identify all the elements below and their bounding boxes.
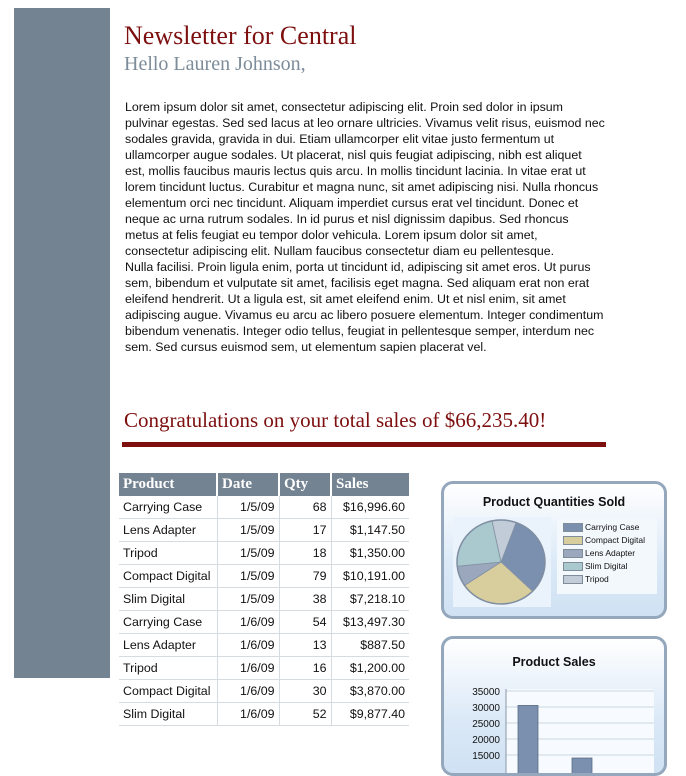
sales-chart-title: Product Sales	[512, 655, 596, 669]
paragraph-2: Nulla facilisi. Proin ligula enim, porta ut tincidunt id, adipiscing sit amet eros. Ut purus sem, bibendum et vulputate sit amet, facilisis eget magna. Sed aliquam erat non erat eleifend hendrerit. Ut a ligula est, sit amet eleifend enim. Ut et nisl enim, sit amet adipiscing augue. Vivamus eu arcu ac libero posuere elementum. Integer condimentum bibendum venenatis. Integer odio tellus, feugiat in pellentesque semper, interdum nec sem. Sed cursus euismod sem, ut elementum sapien placerat vel.	[125, 260, 604, 354]
cell-sales: $16,996.60	[331, 496, 409, 519]
table-row	[119, 703, 409, 726]
legend-item	[563, 560, 628, 573]
legend-label: Lens Adapter	[585, 548, 636, 558]
cell-sales: $9,877.40	[331, 703, 409, 726]
quantities-chart-panel	[441, 481, 667, 619]
cell-qty: 68	[279, 496, 331, 519]
table-row	[119, 680, 409, 703]
legend-swatch	[563, 575, 583, 584]
cell-product: Tripod	[119, 657, 217, 680]
bar-chart	[444, 639, 664, 773]
cell-qty: 16	[279, 657, 331, 680]
legend-swatch	[563, 549, 583, 558]
y-tick-label: 20000	[472, 735, 500, 746]
pie-chart-area	[453, 517, 551, 607]
header-qty: Qty	[279, 473, 331, 496]
divider-rule	[122, 442, 606, 447]
cell-product: Slim Digital	[119, 703, 217, 726]
sidebar-band	[14, 8, 110, 678]
quantities-chart-title: Product Quantities Sold	[482, 495, 626, 509]
cell-qty: 18	[279, 542, 331, 565]
cell-product: Lens Adapter	[119, 634, 217, 657]
cell-date: 1/6/09	[217, 657, 279, 680]
header-product: Product	[119, 473, 217, 496]
paragraph-1: Lorem ipsum dolor sit amet, consectetur adipiscing elit. Proin sed dolor in ipsum pulvinar egestas. Sed sed lacus at leo ornare ultricies. Vivamus velit risus, euismod nec sodales gravida, gravida in dui. Etiam ullamcorper elit vitae justo fermentum ut ullamcorper augue sodales. Ut placerat, nisl quis feugiat adipiscing, nibh est aliquet est, mollis faucibus mauris lectus quis arcu. In mollis tincidunt lacinia. In vitae erat ut lorem tincidunt luctus. Curabitur et magna nunc, sit amet adipiscing nisi. Nulla rhoncus elementum orci nec tincidunt. Aliquam imperdiet cursus erat vel tincidunt. Donec et neque ac urna rutrum sodales. In id purus et nisl dignissim dapibus. Sed rhoncus metus at felis feugiat eu tempor dolor vehicula. Lorem ipsum dolor sit amet, consectetur adipiscing elit. Nullam faucibus consectetur diam eu pellentesque.	[125, 100, 605, 258]
table-row	[119, 496, 409, 519]
cell-date: 1/5/09	[217, 496, 279, 519]
cell-product: Tripod	[119, 542, 217, 565]
table-row	[119, 657, 409, 680]
cell-date: 1/5/09	[217, 588, 279, 611]
legend-swatch	[563, 523, 583, 532]
legend-label: Compact Digital	[585, 535, 645, 545]
legend-swatch	[563, 562, 583, 571]
cell-qty: 17	[279, 519, 331, 542]
cell-date: 1/6/09	[217, 634, 279, 657]
cell-qty: 54	[279, 611, 331, 634]
cell-qty: 52	[279, 703, 331, 726]
greeting: Hello Lauren Johnson,	[124, 53, 306, 75]
y-tick-label: 15000	[472, 751, 500, 762]
legend-label: Tripod	[585, 574, 609, 584]
cell-qty: 38	[279, 588, 331, 611]
y-tick-label: 30000	[472, 703, 500, 714]
cell-date: 1/6/09	[217, 703, 279, 726]
cell-sales: $13,497.30	[331, 611, 409, 634]
cell-qty: 79	[279, 565, 331, 588]
header-sales: Sales	[331, 473, 409, 496]
cell-product: Carrying Case	[119, 611, 217, 634]
cell-product: Carrying Case	[119, 496, 217, 519]
body-text	[125, 99, 605, 355]
cell-qty: 30	[279, 680, 331, 703]
congratulations-heading: Congratulations on your total sales of $66,235.40!	[124, 408, 547, 432]
cell-sales: $3,870.00	[331, 680, 409, 703]
cell-date: 1/6/09	[217, 680, 279, 703]
bar	[572, 758, 592, 773]
legend-label: Carrying Case	[585, 522, 640, 532]
newsletter-title: Newsletter for Central	[124, 21, 357, 50]
pie-chart	[453, 517, 551, 607]
cell-sales: $1,200.00	[331, 657, 409, 680]
cell-date: 1/6/09	[217, 611, 279, 634]
cell-product: Compact Digital	[119, 565, 217, 588]
y-tick-label: 25000	[472, 719, 500, 730]
legend-item	[563, 521, 639, 534]
sales-table	[119, 473, 409, 726]
table-row	[119, 588, 409, 611]
table-row	[119, 565, 409, 588]
cell-product: Lens Adapter	[119, 519, 217, 542]
legend-item	[563, 573, 609, 586]
table-row	[119, 519, 409, 542]
cell-date: 1/5/09	[217, 565, 279, 588]
table-row	[119, 611, 409, 634]
cell-sales: $7,218.10	[331, 588, 409, 611]
cell-sales: $10,191.00	[331, 565, 409, 588]
table-row	[119, 542, 409, 565]
y-tick-label: 35000	[472, 687, 500, 698]
legend-item	[563, 534, 645, 547]
cell-sales: $1,350.00	[331, 542, 409, 565]
header-date: Date	[217, 473, 279, 496]
cell-sales: $887.50	[331, 634, 409, 657]
cell-date: 1/5/09	[217, 542, 279, 565]
cell-product: Slim Digital	[119, 588, 217, 611]
legend-swatch	[563, 536, 583, 545]
cell-qty: 13	[279, 634, 331, 657]
pie-legend	[557, 519, 657, 594]
table-header-row	[119, 473, 409, 496]
cell-product: Compact Digital	[119, 680, 217, 703]
table-row	[119, 634, 409, 657]
cell-date: 1/5/09	[217, 519, 279, 542]
legend-label: Slim Digital	[585, 561, 628, 571]
sales-chart-panel	[441, 636, 667, 776]
cell-sales: $1,147.50	[331, 519, 409, 542]
legend-item	[563, 547, 635, 560]
